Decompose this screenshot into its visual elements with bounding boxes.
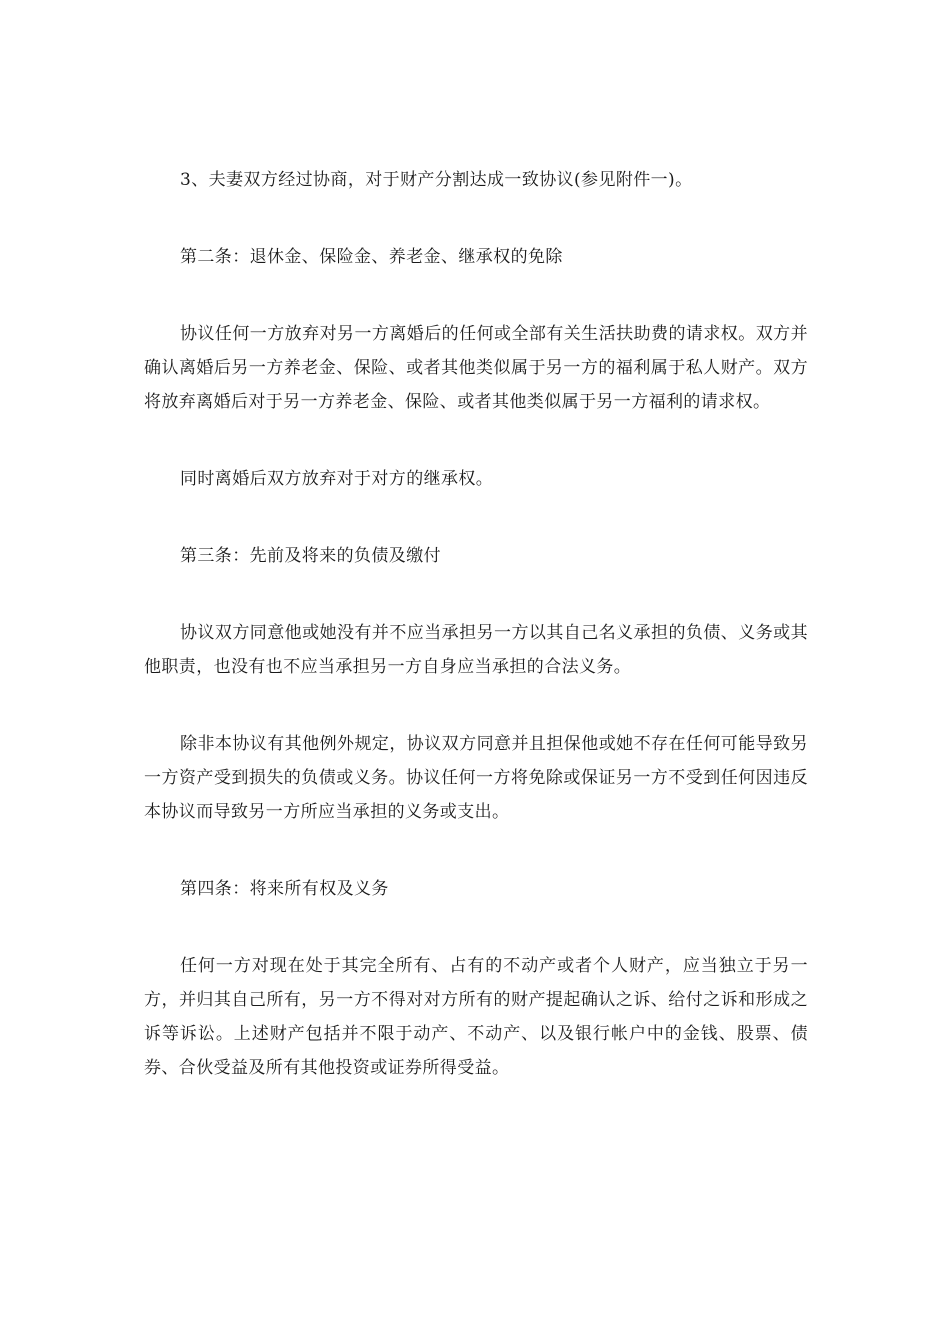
paragraph-gap [144, 419, 808, 462]
article-heading-3: 第三条：先前及将来的负债及缴付 [180, 546, 441, 566]
article-heading-2: 第二条：退休金、保险金、养老金、继承权的免除 [180, 247, 563, 267]
paragraph-body: 除非本协议有其他例外规定，协议双方同意并且担保他或她不存在任何可能导致另一方资产受到损失的负债或义务。协议任何一方将免除或保证另一方不受到任何因违反本协议而导致另一方所应当承担的义务或支出。 [144, 734, 808, 822]
article-heading-4: 第四条：将来所有权及义务 [180, 879, 389, 899]
paragraph-gap [144, 573, 808, 616]
paragraph-body: 协议双方同意他或她没有并不应当承担另一方以其自己名义承担的负债、义务或其他职责，也没有也不应当承担另一方自身应当承担的合法义务。 [144, 623, 808, 677]
paragraph-body: 同时离婚后双方放弃对于对方的继承权。 [180, 469, 494, 489]
paragraph-gap [144, 496, 808, 539]
paragraph-body: 任何一方对现在处于其完全所有、占有的不动产或者个人财产，应当独立于另一方，并归其自己所有，另一方不得对对方所有的财产提起确认之诉、给付之诉和形成之诉等诉讼。上述财产包括并不限于动产、不动产、以及银行帐户中的金钱、股票、债券、合伙受益及所有其他投资或证券所得受益。 [144, 956, 808, 1078]
paragraph-gap [144, 684, 808, 727]
paragraph-gap [144, 906, 808, 949]
paragraph-gap [144, 197, 808, 240]
document-body [144, 163, 808, 1085]
paragraph-gap [144, 274, 808, 317]
paragraph-body: 协议任何一方放弃对另一方离婚后的任何或全部有关生活扶助费的请求权。双方并确认离婚后另一方养老金、保险、或者其他类似属于另一方的福利属于私人财产。双方将放弃离婚后对于另一方养老金、保险、或者其他类似属于另一方福利的请求权。 [144, 324, 808, 412]
paragraph-gap [144, 829, 808, 872]
paragraph-item-3: 3、夫妻双方经过协商，对于财产分割达成一致协议(参见附件一)。 [180, 170, 693, 190]
